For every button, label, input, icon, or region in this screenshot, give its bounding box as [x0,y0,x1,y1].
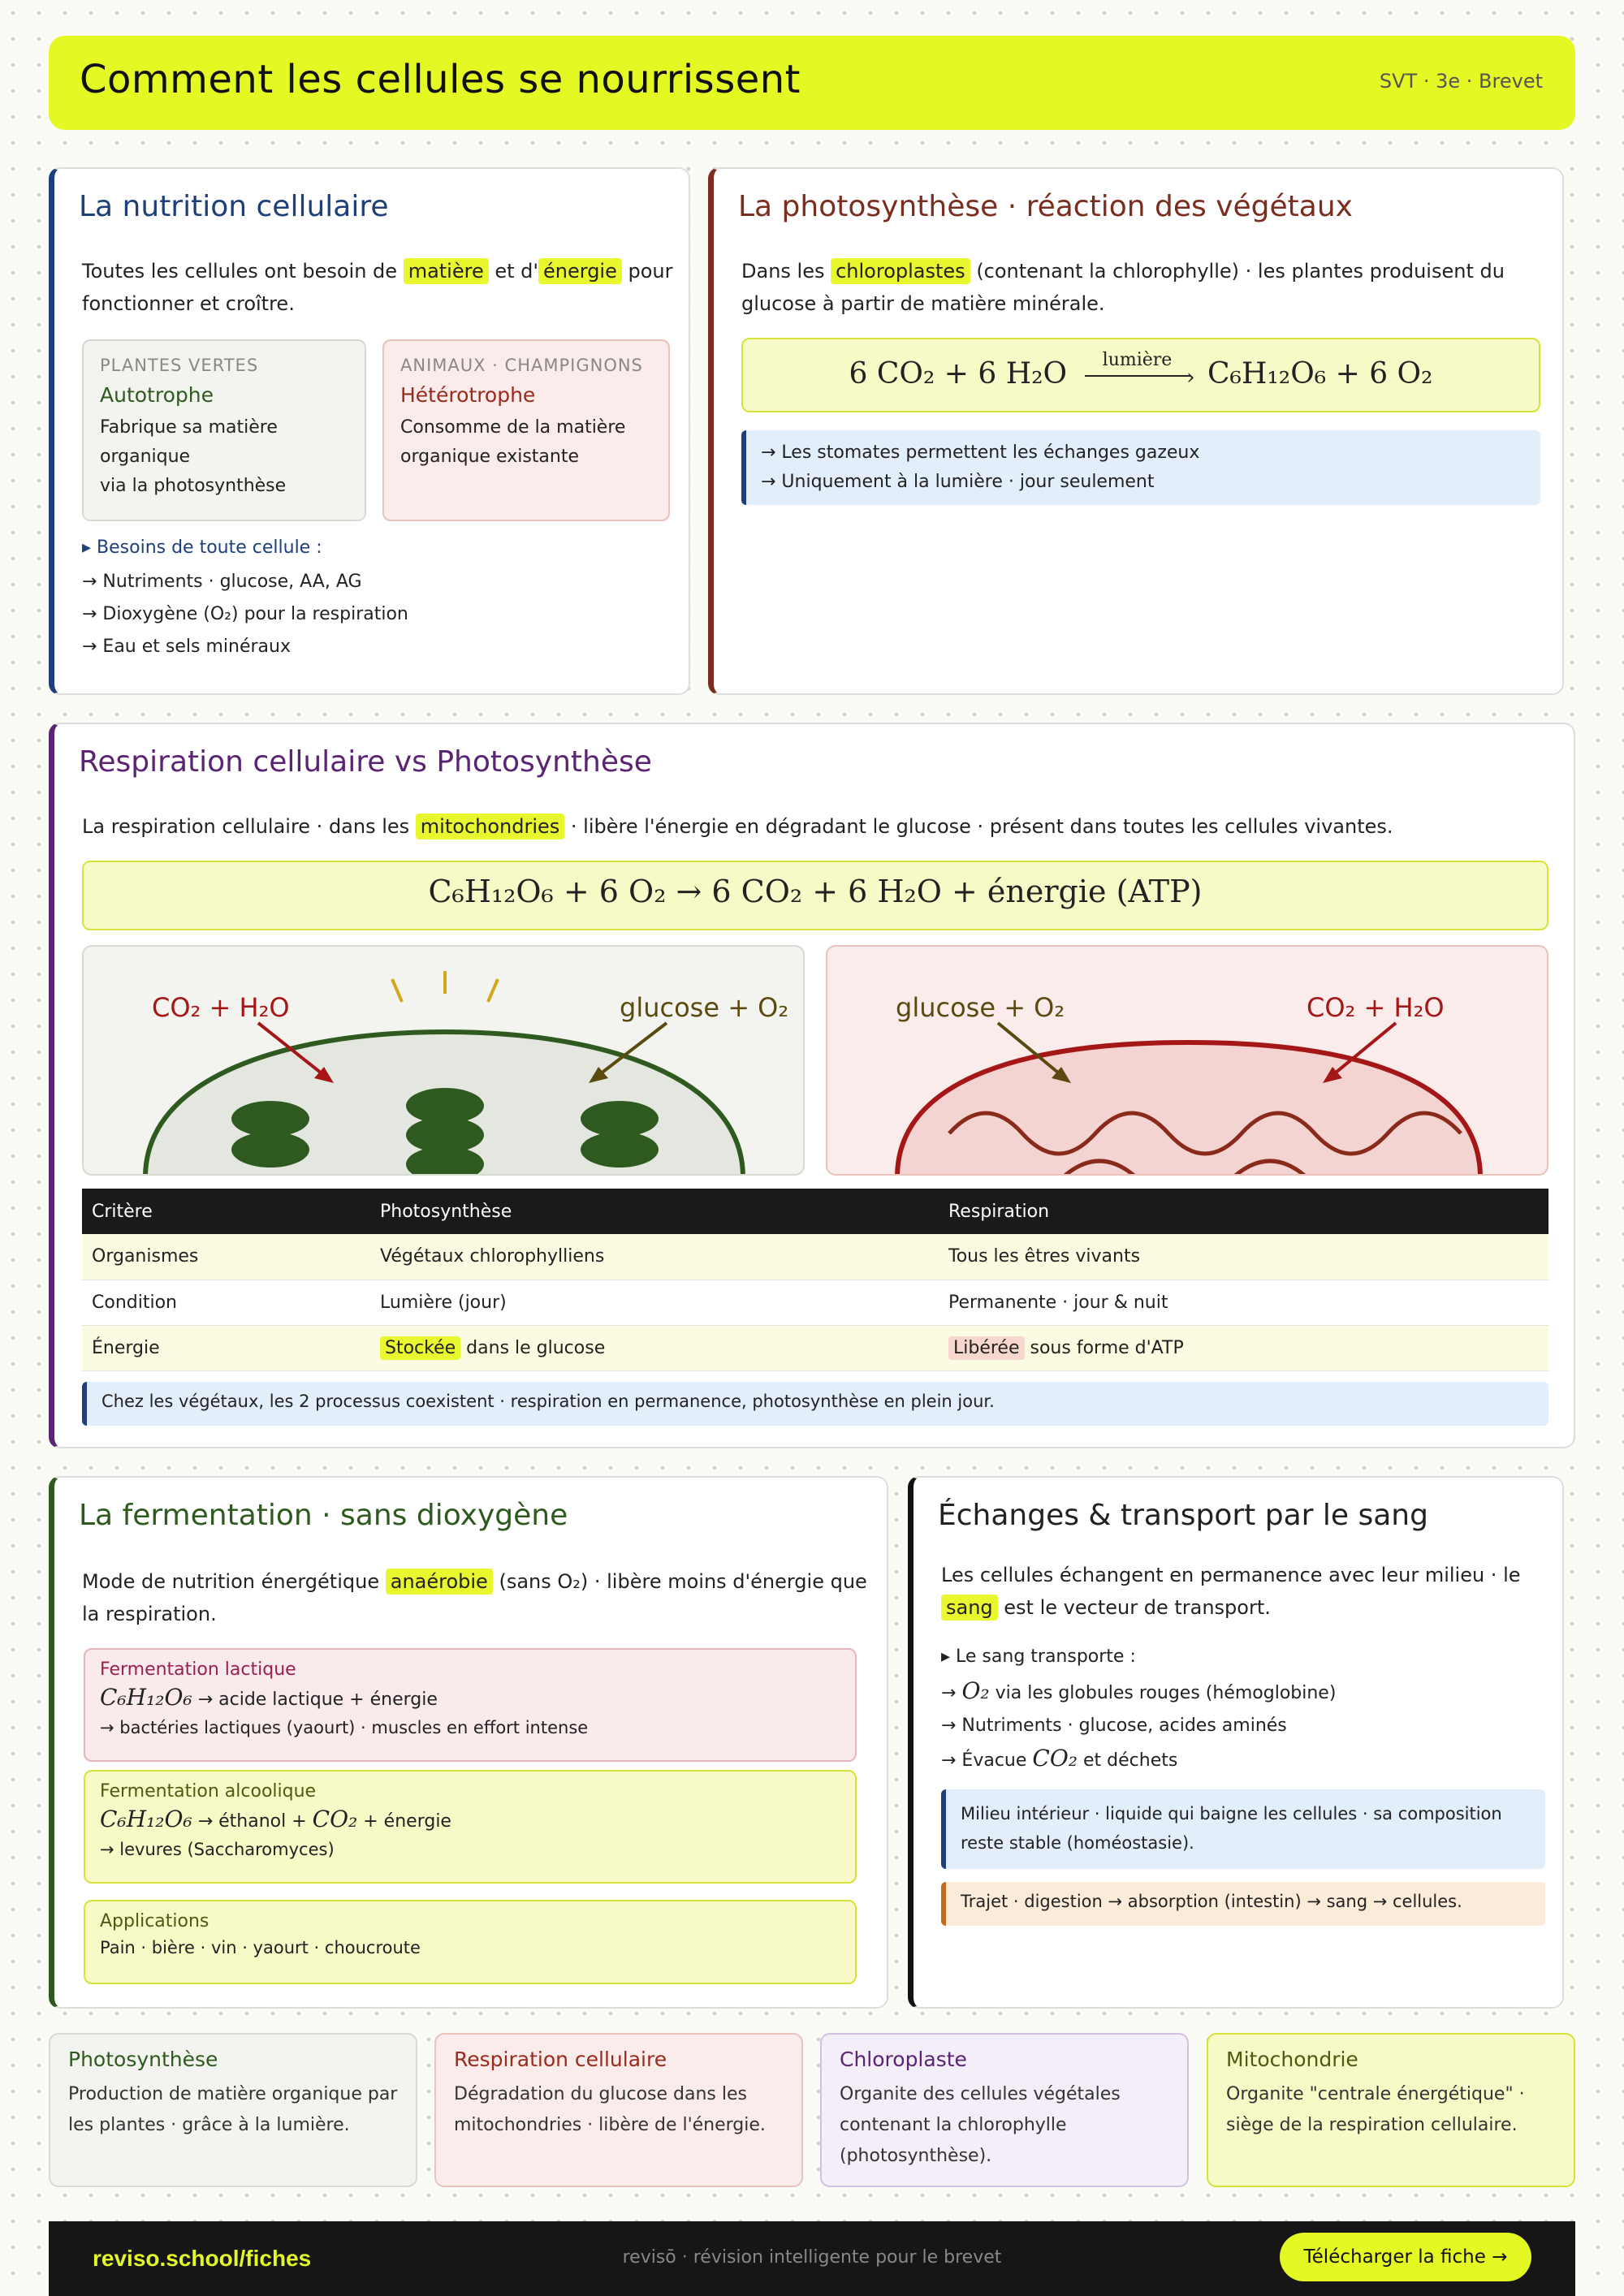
glossary-card-chloroplaste [820,2033,1189,2187]
applications-box [84,1900,857,1984]
page-header [49,36,1575,130]
respiration-title: Respiration cellulaire vs Photosynthèse [79,745,652,779]
equation-condition: lumière [1102,350,1173,370]
photosynthesis-intro: Dans les chloroplastes (contenant la chlorophylle) · les plantes produisent du glucose à partir de matière minérale. [741,260,1505,315]
nutrition-card [49,167,690,695]
animals-kicker: ANIMAUX · CHAMPIGNONS [400,356,643,375]
note-item: → Uniquement à la lumière · jour seulement [761,472,1155,492]
glossary-definition: Organite "centrale énergétique" · siège de la respiration cellulaire. [1226,2084,1525,2135]
mitochondrion-output-label: CO₂ + H₂O [1307,992,1445,1023]
table-row: Condition Lumière (jour) Permanente · jour & nuit [82,1280,1548,1325]
mitochondrion-illustration [827,947,1548,1176]
nutrition-title: La nutrition cellulaire [79,190,389,223]
footer-tagline: revisō · révision intelligente pour le brevet [622,2247,1002,2268]
milieu-interieur-note: Milieu intérieur · liquide qui baigne les cellules · sa composition reste stable (homéostasie). [941,1789,1545,1869]
needs-list [82,537,408,663]
lactic-equation: C₆H₁₂O₆ → acide lactique + énergie [100,1684,438,1711]
comparison-table [82,1189,1548,1371]
chloroplast-input-label: CO₂ + H₂O [152,992,290,1023]
autotroph-label: Autotrophe [100,383,214,407]
reaction-arrow [1077,350,1199,391]
arrow-head-icon: › [1186,365,1195,390]
fermentation-card [49,1476,888,2009]
alcoholic-desc: → levures (Saccharomyces) [100,1840,335,1859]
photosynthesis-title: La photosynthèse · réaction des végétaux [738,190,1353,223]
page-title: Comment les cellules se nourrissent [80,57,801,102]
plants-kicker: PLANTES VERTES [100,356,259,375]
blood-transport-card [908,1476,1564,2009]
list-item: → O₂ via les globules rouges (hémoglobine) [941,1677,1337,1704]
heterotroph-box [382,339,670,521]
heterotroph-label: Hétérotrophe [400,383,536,407]
glossary-card-mitochondrie [1207,2033,1575,2187]
highlight-matiere: matière [404,258,489,284]
equation-reactants: 6 CO₂ + 6 H₂O [849,357,1068,391]
glossary-term: Photosynthèse [68,2048,218,2071]
subject-tag: SVT · 3e · Brevet [1379,70,1543,93]
list-item: → Évacue CO₂ et déchets [941,1745,1178,1772]
list-item: → Dioxygène (O₂) pour la respiration [82,604,408,624]
blood-transport-list [941,1646,1336,1777]
mitochondrion-input-label: glucose + O₂ [896,992,1065,1023]
glossary-card-respiration [434,2033,803,2187]
brand-link[interactable]: reviso.school/fiches [93,2246,312,2271]
autotroph-desc: Fabrique sa matière organique via la photosynthèse [100,417,287,496]
note-item: → Les stomates permettent les échanges gazeux [761,442,1200,463]
glossary-definition: Organite des cellules végétales contenant la chlorophylle (photosynthèse). [840,2084,1121,2166]
column-header: Critère [82,1189,370,1234]
page-footer [49,2221,1575,2296]
chloroplast-output-label: glucose + O₂ [620,992,789,1023]
glossary-term: Chloroplaste [840,2048,967,2071]
table-row: Énergie Stockée dans le glucose Libérée sous forme d'ATP [82,1325,1548,1370]
chloroplast-illustration [84,947,805,1176]
highlight-liberee: Libérée [948,1336,1025,1360]
applications-title: Applications [100,1911,209,1931]
list-item: → Eau et sels minéraux [82,637,291,657]
glossary-definition: Production de matière organique par les plantes · grâce à la lumière. [68,2084,398,2135]
lactic-desc: → bactéries lactiques (yaourt) · muscles en effort intense [100,1718,589,1737]
alcoholic-title: Fermentation alcoolique [100,1781,317,1802]
glossary-term: Mitochondrie [1226,2048,1358,2071]
lactic-fermentation-box [84,1648,857,1762]
blood-title: Échanges & transport par le sang [938,1499,1428,1532]
mitochondrion-diagram [826,945,1548,1176]
highlight-sang: sang [941,1595,998,1621]
coexistence-note: Chez les végétaux, les 2 processus coexistent · respiration en permanence, photosynthèse en plein jour. [82,1382,1548,1426]
applications-desc: Pain · bière · vin · yaourt · choucroute [100,1938,421,1957]
needs-title: ▸ Besoins de toute cellule : [82,537,322,558]
column-header: Respiration [939,1189,1548,1234]
fermentation-intro: Mode de nutrition énergétique anaérobie (sans O₂) · libère moins d'énergie que la respiration. [82,1570,867,1625]
download-button[interactable]: Télécharger la fiche → [1280,2233,1531,2281]
trajet-note: Trajet · digestion → absorption (intestin) → sang → cellules. [941,1882,1545,1926]
highlight-anaerobie: anaérobie [386,1569,493,1595]
list-item: → Nutriments · glucose, AA, AG [82,572,362,592]
heterotroph-desc: Consomme de la matière organique existante [400,417,626,467]
column-header: Photosynthèse [370,1189,939,1234]
highlight-mitochondries: mitochondries [416,814,564,839]
list-item: → Nutriments · glucose, acides aminés [941,1716,1287,1736]
nutrition-intro: Toutes les cellules ont besoin de matière et d' énergie pour fonctionner et croître. [82,260,673,315]
glossary-definition: Dégradation du glucose dans les mitochondries · libère de l'énergie. [454,2084,766,2135]
highlight-energie: énergie [538,258,622,284]
table-row: Organismes Végétaux chlorophylliens Tous les êtres vivants [82,1234,1548,1280]
respiration-card [49,723,1575,1448]
alcoholic-equation: C₆H₁₂O₆ → éthanol + CO₂ + énergie [100,1806,451,1832]
lactic-title: Fermentation lactique [100,1659,296,1680]
chloroplast-diagram [82,945,805,1176]
equation-products: C₆H₁₂O₆ + 6 O₂ [1207,357,1433,391]
glossary-term: Respiration cellulaire [454,2048,667,2071]
highlight-chloroplastes: chloroplastes [831,258,970,284]
blood-intro: Les cellules échangent en permanence avec leur milieu · le sang est le vecteur de transport. [941,1564,1521,1619]
respiration-intro: La respiration cellulaire · dans les mitochondries · libère l'énergie en dégradant le glucose · présent dans toutes les cellules vivantes. [82,815,1393,838]
glossary-card-photosynthese [49,2033,417,2187]
fermentation-title: La fermentation · sans dioxygène [79,1499,568,1532]
photosynthesis-card [708,167,1564,695]
photosynthesis-notes [741,430,1540,505]
highlight-stockee: Stockée [380,1336,460,1360]
table-header-row [82,1189,1548,1234]
blood-list-title: ▸ Le sang transporte : [941,1646,1136,1667]
alcoholic-fermentation-box [84,1770,857,1884]
photosynthesis-equation [741,338,1540,412]
autotroph-box [82,339,366,521]
sun-rays-icon [392,971,498,1002]
respiration-equation: C₆H₁₂O₆ + 6 O₂ → 6 CO₂ + 6 H₂O + énergie (ATP) [82,861,1548,930]
